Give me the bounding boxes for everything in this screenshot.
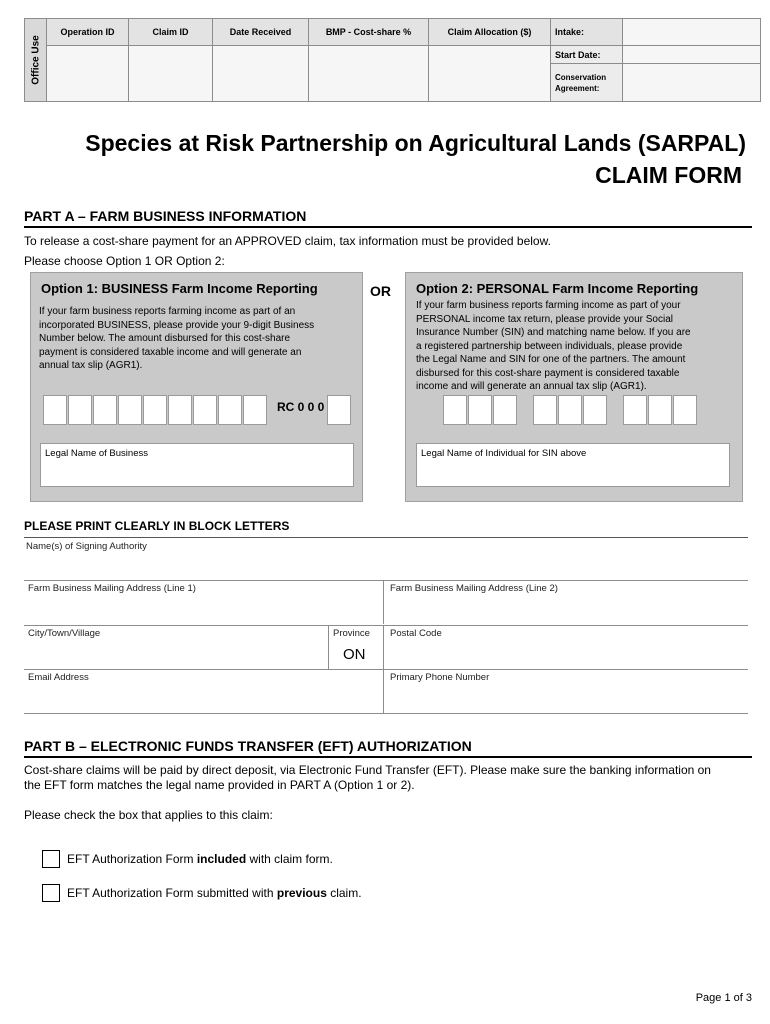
- eft-included-checkbox[interactable]: [42, 850, 60, 868]
- start-date-field[interactable]: [623, 46, 761, 64]
- bmp-cost-share-header: BMP - Cost-share %: [309, 19, 429, 46]
- rc-account-digit[interactable]: [327, 395, 351, 425]
- sin-digit-8[interactable]: [648, 395, 672, 425]
- option2-desc-line: disbursed for this cost-share payment is considered taxable: [416, 367, 680, 379]
- claim-id-header: Claim ID: [129, 19, 213, 46]
- business-number-digit-3[interactable]: [93, 395, 117, 425]
- eft-previous-checkbox[interactable]: [42, 884, 60, 902]
- address-separator: [383, 580, 384, 624]
- postal-code-label: Postal Code: [390, 628, 442, 639]
- part-b-heading: PART B – ELECTRONIC FUNDS TRANSFER (EFT) AUTHORIZATION: [24, 738, 472, 754]
- phone-label: Primary Phone Number: [390, 672, 490, 683]
- rc-label: RC 0 0 0: [277, 400, 325, 414]
- option1-desc-line: annual tax slip (AGR1).: [39, 360, 143, 371]
- legal-name-individual-field[interactable]: [416, 443, 730, 487]
- part-b-rule: [24, 756, 752, 758]
- address-line1-label: Farm Business Mailing Address (Line 1): [28, 583, 196, 594]
- eft-previous-suffix: claim.: [326, 886, 362, 900]
- option2-desc-line: income and will generate an annual tax slip (AGR1).: [416, 381, 647, 392]
- date-received-field[interactable]: [213, 46, 309, 102]
- sin-digit-3[interactable]: [493, 395, 517, 425]
- business-number-digit-7[interactable]: [193, 395, 217, 425]
- option1-desc-line: incorporated BUSINESS, please provide your 9-digit Business: [39, 319, 315, 331]
- option2-desc-line: Insurance Number (SIN) and matching name below. If you are: [416, 327, 691, 338]
- conservation-label-line2: Agreement:: [555, 83, 600, 93]
- signing-authority-label: Name(s) of Signing Authority: [26, 541, 147, 552]
- option2-desc-line: If your farm business reports farming income as part of your: [416, 300, 681, 311]
- eft-previous-label: [67, 886, 362, 900]
- signing-authority-underline: [24, 580, 748, 581]
- email-label: Email Address: [28, 672, 89, 683]
- form-title: Species at Risk Partnership on Agricultural Lands (SARPAL): [85, 130, 746, 156]
- block-letters-heading: PLEASE PRINT CLEARLY IN BLOCK LETTERS: [24, 519, 290, 533]
- business-number-digit-9[interactable]: [243, 395, 267, 425]
- claim-id-field[interactable]: [129, 46, 213, 102]
- sin-digit-7[interactable]: [623, 395, 647, 425]
- eft-included-bold: included: [196, 852, 247, 866]
- city-separator: [328, 625, 329, 669]
- option1-desc-line: Number below. The amount disbursed for this cost-share: [39, 333, 291, 344]
- operation-id-header: Operation ID: [47, 19, 129, 46]
- eft-included-text: EFT Authorization Form: [67, 852, 197, 866]
- province-value[interactable]: ON: [343, 646, 366, 663]
- claim-allocation-field[interactable]: [429, 46, 551, 102]
- conservation-label-line1: Conservation: [555, 72, 607, 82]
- option2-desc-line: the Legal Name and SIN for one of the partners. The amount: [416, 354, 686, 365]
- business-number-digit-5[interactable]: [143, 395, 167, 425]
- signing-authority-field[interactable]: [24, 548, 748, 578]
- eft-included-label: [67, 852, 333, 866]
- postal-code-field[interactable]: [386, 640, 748, 668]
- option1-desc-line: If your farm business reports farming income as part of an: [39, 306, 296, 317]
- bmp-cost-share-field[interactable]: [309, 46, 429, 102]
- start-date-label: Start Date:: [551, 46, 623, 64]
- eft-included-suffix: with claim form.: [246, 852, 333, 866]
- option2-desc-line: PERSONAL income tax return, please provide your Social: [416, 313, 673, 325]
- intake-label: Intake:: [551, 19, 623, 46]
- eft-previous-bold: previous: [276, 886, 327, 900]
- city-label: City/Town/Village: [28, 628, 101, 639]
- sin-digit-1[interactable]: [443, 395, 467, 425]
- email-separator: [383, 669, 384, 713]
- or-label: OR: [370, 283, 391, 299]
- city-field[interactable]: [24, 640, 324, 668]
- part-a-choose: Please choose Option 1 OR Option 2:: [24, 254, 225, 268]
- business-number-digit-4[interactable]: [118, 395, 142, 425]
- sin-digit-5[interactable]: [558, 395, 582, 425]
- option2-title: Option 2: PERSONAL Farm Income Reporting: [416, 281, 699, 296]
- address-line2-label: Farm Business Mailing Address (Line 2): [390, 583, 558, 594]
- conservation-agreement-field[interactable]: [623, 64, 761, 102]
- option1-description: [39, 305, 314, 373]
- part-b-check-prompt: Please check the box that applies to this claim:: [24, 808, 273, 822]
- option2-description: [416, 299, 691, 394]
- business-number-digit-8[interactable]: [218, 395, 242, 425]
- block-letters-rule: [24, 537, 748, 538]
- part-b-text: [24, 763, 754, 793]
- phone-field[interactable]: [386, 684, 748, 712]
- address-line1-field[interactable]: [24, 594, 378, 624]
- business-number-digit-2[interactable]: [68, 395, 92, 425]
- option2-box: [405, 272, 743, 502]
- part-a-heading: PART A – FARM BUSINESS INFORMATION: [24, 208, 307, 224]
- form-subtitle: CLAIM FORM: [595, 162, 742, 188]
- office-use-side-label-cell: [25, 19, 47, 102]
- business-number-digit-1[interactable]: [43, 395, 67, 425]
- option1-title: Option 1: BUSINESS Farm Income Reporting: [41, 281, 318, 296]
- part-b-text-line: the EFT form matches the legal name provided in PART A (Option 1 or 2).: [24, 778, 415, 792]
- claim-allocation-header: Claim Allocation ($): [429, 19, 551, 46]
- legal-name-business-field[interactable]: [40, 443, 354, 487]
- intake-field[interactable]: [623, 19, 761, 46]
- date-received-header: Date Received: [213, 19, 309, 46]
- part-a-rule: [24, 226, 752, 228]
- business-number-digit-6[interactable]: [168, 395, 192, 425]
- legal-name-business-label: Legal Name of Business: [45, 448, 148, 459]
- office-use-table: [24, 18, 761, 102]
- legal-name-individual-label: Legal Name of Individual for SIN above: [421, 448, 587, 459]
- option1-box: [30, 272, 363, 502]
- option2-desc-line: a registered partnership between individuals, please provide: [416, 340, 683, 352]
- city-underline: [24, 669, 748, 670]
- part-a-intro: To release a cost-share payment for an APPROVED claim, tax information must be provided below.: [24, 234, 551, 248]
- part-b-text-line: Cost-share claims will be paid by direct deposit, via Electronic Fund Transfer (EFT). Please make sure the banking information on: [24, 763, 711, 777]
- option1-desc-line: payment is considered taxable income and will generate an: [39, 346, 302, 358]
- province-label: Province: [333, 628, 370, 639]
- sin-digit-9[interactable]: [673, 395, 697, 425]
- email-field[interactable]: [24, 684, 378, 712]
- sin-digit-2[interactable]: [468, 395, 492, 425]
- email-underline: [24, 713, 748, 714]
- sin-digit-6[interactable]: [583, 395, 607, 425]
- province-separator: [383, 625, 384, 669]
- operation-id-field[interactable]: [47, 46, 129, 102]
- eft-previous-text: EFT Authorization Form submitted with: [67, 886, 277, 900]
- conservation-agreement-label: [551, 64, 623, 102]
- office-use-label: Office Use: [30, 35, 41, 85]
- sin-digit-4[interactable]: [533, 395, 557, 425]
- address-line2-field[interactable]: [386, 594, 748, 624]
- address-underline: [24, 625, 748, 626]
- page-number: Page 1 of 3: [695, 992, 752, 1004]
